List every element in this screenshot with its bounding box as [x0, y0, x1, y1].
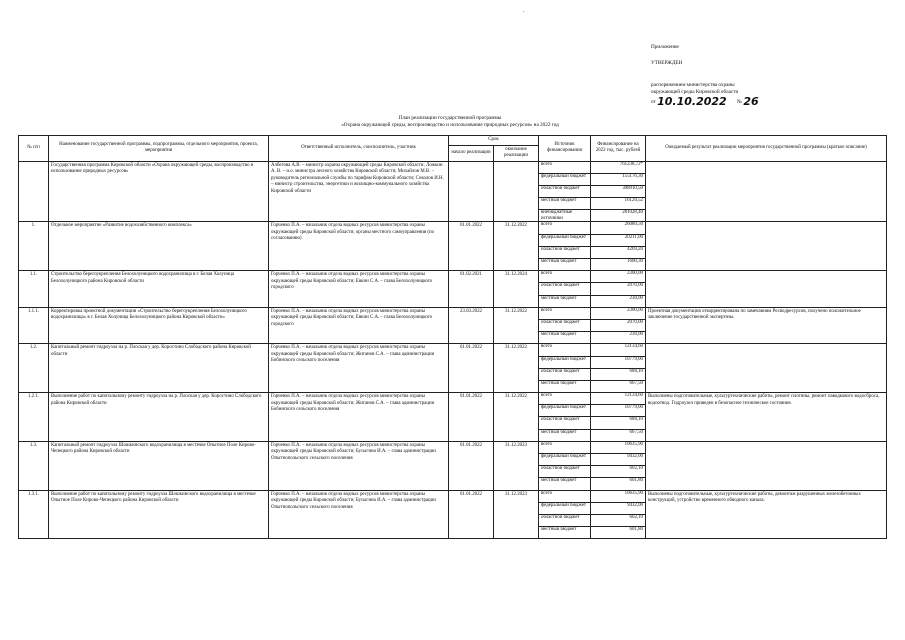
row-result: Выполнены подготовительные, культуртехнические работы, ремонт плотины, ремонт паводкового водосброса, водоотвод. Гидроузел приведен в безопасное техническое состояние. [646, 393, 887, 442]
source-label: федеральный бюджет [539, 454, 590, 466]
table-row [19, 271, 887, 308]
row-sources [539, 271, 591, 308]
row-executor: Горченко П.А. – начальник отдела водных ресурсов министерства охраны окружающей среды Кировской области; Жиганов С.А. – глава администрации Бобинского сельского поселения [269, 393, 449, 442]
row-end: 31.12.2023 [494, 490, 539, 539]
table-row [19, 222, 887, 271]
row-name: Капитальный ремонт гидроузла на р. Плоская у дер. Коростино Слободского района Кировской области [49, 344, 269, 393]
row-end: 31.12.2022 [494, 307, 539, 344]
source-label: федеральный бюджет [539, 502, 590, 514]
col-end: окончание реализации [494, 145, 539, 161]
order-line-1: распоряжением министерства охраны [651, 82, 735, 88]
row-executor: Горченко П.А. – начальник отдела водных ресурсов министерства охраны окружающей среды Кировской области; Бусыгина И.А. – глава администрации Опытнопольского сельского поселения [269, 441, 449, 490]
row-num: 1. [19, 222, 49, 271]
funding-value: 9432,00 [591, 502, 645, 514]
source-label: областной бюджет [539, 185, 590, 197]
row-name: Строительство берегоукрепления Белохолуницкого водохранилища в г. Белая Холуница Белохолуницкого района Кировской области [49, 271, 269, 308]
source-label: областной бюджет [539, 246, 590, 258]
row-name: Выполнение работ по капитальному ремонту гидроузла на р. Плоская у дер. Коростино Слободского района Кировской области [49, 393, 269, 442]
source-label: всего [539, 162, 590, 174]
funding-value: 230,00 [629, 295, 643, 301]
source-label: внебюджетные источники [541, 210, 573, 221]
row-funding [591, 161, 646, 222]
row-executor: Горченко П.А. – начальник отдела водных ресурсов министерства охраны окружающей среды Кировской области; органы местного самоуправления (по согласованию) [269, 222, 449, 271]
funding-value: 1600,30 [627, 259, 643, 264]
row-sources [539, 393, 591, 442]
row-start: 01.01.2022 [449, 393, 494, 442]
source-label: областной бюджет [539, 368, 590, 380]
funding-value: 2300,00 [591, 271, 645, 283]
row-executor: Горченко П.А. – начальник отдела водных ресурсов министерства охраны окружающей среды Кировской области; Бусыгина И.А. – глава администрации Опытнопольского сельского поселения [269, 490, 449, 539]
col-result: Ожидаемый результат реализации мероприятия государственной программы (краткое описание) [646, 136, 887, 162]
source-label: федеральный бюджет [539, 234, 590, 246]
row-executor: Албегова А.В. – министр охраны окружающей среды Кировской области; Ложкин А. В. – и.о. министра лесного хозяйства Кировской области; Михайлов М.В. – руководитель региональной службы по тарифам Кировской области; Соколов И.Н. – министр строительства, энергетики и жилищно-коммунального хозяйства Кировской области [269, 161, 449, 222]
row-funding [591, 393, 646, 442]
row-num: 1.1. [19, 271, 49, 308]
row-name: Корректировка проектной документации «Строительство берегоукрепления Белохолуницкого водохранилища» в г. Белая Холуница Белохолуницкого района Кировской области» [49, 307, 269, 344]
row-name: Выполнение работ по капитальному ремонту гидроузла Шошкинского водохранилища в местечке Опытное Поле Кирово-Чепецкого района Кировской области [49, 490, 269, 539]
funding-value: 10779,00 [591, 356, 645, 368]
source-label: местный бюджет [541, 380, 577, 386]
row-num: 1.2. [19, 344, 49, 393]
row-name: Государственная программа Кировской области «Охрана окружающей среды, воспроизводство и использование природных ресурсов» [49, 161, 269, 222]
source-label: местный бюджет [541, 259, 577, 264]
row-start: 01.01.2022 [449, 441, 494, 490]
plan-table-body [19, 161, 887, 539]
row-name: Отдельное мероприятие «Развитие водохозяйственного комплекса» [49, 222, 269, 271]
row-result [646, 441, 887, 490]
funding-value: 10635,90 [591, 442, 645, 454]
col-executor: Ответственный исполнитель, соисполнитель, участник [269, 136, 449, 162]
funding-value: 16120,52 [591, 198, 645, 210]
row-end: 31.12.2022 [494, 393, 539, 442]
funding-value: 155176,30 [591, 173, 645, 185]
document-title [300, 115, 600, 129]
source-label: всего [539, 442, 590, 454]
row-executor: Горченко П.А. – начальник отдела водных ресурсов министерства охраны окружающей среды Кировской области; Евкин С.А. – глава Белохолуницкого городского [269, 307, 449, 344]
funding-value: 667,50 [629, 429, 643, 435]
funding-value: 2300,00 [591, 308, 645, 320]
funding-value: 12134,60 [591, 393, 645, 405]
row-start: 23.03.2022 [449, 307, 494, 344]
row-start [449, 161, 494, 222]
approved-label: УТВЕРЖДЕН [651, 60, 683, 66]
funding-value: 308910,50 [591, 185, 645, 197]
source-label: областной бюджет [539, 417, 590, 429]
source-label: областной бюджет [539, 319, 590, 331]
row-end: 31.12.2022 [494, 222, 539, 271]
row-sources [539, 307, 591, 344]
table-row [19, 344, 887, 393]
source-label: областной бюджет [539, 466, 590, 478]
appendix-label: Приложение [651, 44, 679, 50]
header-row [19, 136, 887, 146]
approval-block [651, 44, 821, 106]
row-sources [539, 490, 591, 539]
source-label: областной бюджет [539, 283, 590, 295]
row-executor: Горченко П.А. – начальник отдела водных ресурсов министерства охраны окружающей среды Кировской области; Жиганов С.А. – глава администрации Бобинского сельского поселения [269, 344, 449, 393]
row-sources [539, 161, 591, 222]
row-result [646, 222, 887, 271]
row-end [494, 161, 539, 222]
source-label: федеральный бюджет [539, 173, 590, 185]
funding-value: 9432,00 [591, 454, 645, 466]
funding-value: 602,10 [591, 466, 645, 478]
handwritten-date: 10.10.2022 [657, 95, 727, 108]
funding-value: 2070,00 [591, 319, 645, 331]
row-result [646, 161, 887, 222]
source-label: областной бюджет [539, 514, 590, 526]
funding-value: 601,80 [629, 527, 643, 533]
source-label: местный бюджет [541, 527, 577, 533]
col-funding: Финансирование на 2022 год, тыс. рублей [591, 136, 646, 162]
col-name: Наименование государственной программы, подпрограммы, отдельного мероприятия, проекта, мероприятия [49, 136, 269, 162]
date-prefix: от [651, 99, 656, 105]
row-sources [539, 441, 591, 490]
row-num: 1.3.1. [19, 490, 49, 539]
funding-value: 26080,50 [591, 222, 645, 234]
row-end: 31.12.2024 [494, 271, 539, 308]
row-num: 1.1.1. [19, 307, 49, 344]
row-result [646, 344, 887, 393]
source-label: местный бюджет [541, 295, 577, 301]
row-start: 01.01.2022 [449, 344, 494, 393]
row-sources [539, 344, 591, 393]
col-source: Источник финансирования [539, 136, 591, 162]
row-funding [591, 307, 646, 344]
order-date-line [651, 96, 821, 106]
source-label: местный бюджет [541, 478, 577, 484]
row-sources [539, 222, 591, 271]
row-funding [591, 344, 646, 393]
source-label: всего [539, 491, 590, 503]
row-start: 01.01.2022 [449, 222, 494, 271]
title-line-2: «Охрана окружающей среды, воспроизводство и использование природных ресурсов» на 2022 год [341, 122, 559, 128]
row-num: 1.2.1. [19, 393, 49, 442]
funding-value: 601,80 [629, 478, 643, 484]
row-funding [591, 490, 646, 539]
row-result: Проектная документация откорректирована по замечаниям Росводресурсов, получено положительное заключение государственной экспертизы. [646, 307, 887, 344]
order-line-2: окружающей среды Кировской области [651, 89, 739, 95]
funding-value: 12134,60 [591, 344, 645, 356]
row-start: 01.02.2021 [449, 271, 494, 308]
row-name: Капитальный ремонт гидроузла Шошкинского водохранилища в местечке Опытное Поле Кирово-Чепецкого района Кировской области [49, 441, 269, 490]
row-result [646, 271, 887, 308]
col-num: № п/п [19, 136, 49, 162]
funding-value: 4269,20 [591, 246, 645, 258]
funding-value: 688,10 [591, 368, 645, 380]
table-row [19, 441, 887, 490]
funding-value: 20211,00 [591, 234, 645, 246]
row-start: 01.01.2022 [449, 490, 494, 539]
funding-value: 10779,00 [591, 405, 645, 417]
stray-mark: . [523, 8, 525, 14]
source-label: местный бюджет [541, 332, 577, 338]
funding-value: 2070,00 [591, 283, 645, 295]
table-row [19, 490, 887, 539]
source-label: федеральный бюджет [539, 405, 590, 417]
plan-table [18, 135, 887, 539]
source-label: всего [539, 344, 590, 356]
funding-value: 688,10 [591, 417, 645, 429]
source-label: всего [539, 308, 590, 320]
row-end: 31.12.2022 [494, 344, 539, 393]
funding-value: 230,00 [629, 332, 643, 338]
funding-value: 761238,72* [591, 162, 645, 174]
table-row [19, 393, 887, 442]
source-label: всего [539, 271, 590, 283]
source-label: местный бюджет [541, 429, 577, 435]
funding-value: 10635,90 [591, 491, 645, 503]
table-row [19, 161, 887, 222]
source-label: федеральный бюджет [539, 356, 590, 368]
source-label: всего [539, 222, 590, 234]
funding-value: 281028,40 [622, 210, 643, 216]
row-num: 1.3. [19, 441, 49, 490]
table-row [19, 307, 887, 344]
row-funding [591, 222, 646, 271]
row-funding [591, 441, 646, 490]
source-label: всего [539, 393, 590, 405]
row-num [19, 161, 49, 222]
row-end: 31.12.2023 [494, 441, 539, 490]
row-result: Выполнены подготовительные, культуртехнические работы, демонтаж разрушенных железобетонных конструкций, устройство временного обводного канала. [646, 490, 887, 539]
row-executor: Горченко П.А. – начальник отдела водных ресурсов министерства охраны окружающей среды Кировской области; Евкин С.А. – глава Белохолуницкого городского [269, 271, 449, 308]
funding-value: 602,10 [591, 514, 645, 526]
col-term: Срок [449, 136, 539, 146]
row-funding [591, 271, 646, 308]
title-line-1: План реализации государственной программы [398, 115, 502, 121]
handwritten-number: 26 [743, 95, 759, 108]
funding-value: 667,50 [629, 380, 643, 386]
source-label: местный бюджет [539, 198, 590, 210]
number-prefix: № [737, 99, 743, 105]
col-start: начало реализации [449, 145, 494, 161]
